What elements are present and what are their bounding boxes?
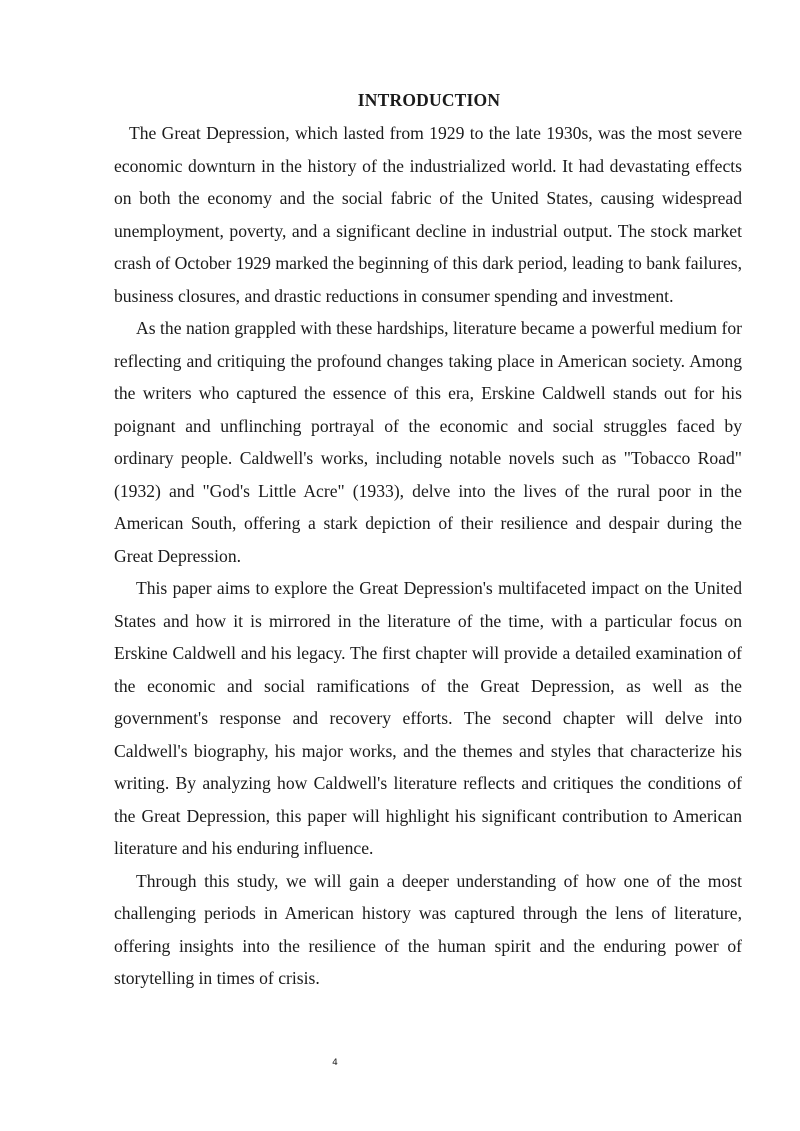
page-title: INTRODUCTION [357, 89, 501, 110]
paragraph-3: This paper aims to explore the Great Depression's multifaceted impact on the United States and how it is mirrored in the literature of the time, with a particular focus on Erskine Caldwell and his legacy. The first chapter will provide a detailed examination of the economic and social ramifications of the Great Depression, as well as the government's response and recovery efforts. The second chapter will delve into Caldwell's biography, his major works, and the themes and styles that characterize his writing. By analyzing how Caldwell's literature reflects and critiques the conditions of the Great Depression, this paper will highlight his significant contribution to American literature and his enduring influence. [114, 578, 742, 858]
paragraph-1: The Great Depression, which lasted from 1929 to the late 1930s, was the most severe economic downturn in the history of the industrialized world. It had devastating effects on both the economy and the social fabric of the United States, causing widespread unemployment, poverty, and a significant decline in industrial output. The stock market crash of October 1929 marked the beginning of this dark period, leading to bank failures, business closures, and drastic reductions in consumer spending and investment. [114, 123, 742, 306]
page-number: 4 [332, 1058, 338, 1068]
paragraph-2: As the nation grappled with these hardships, literature became a powerful medium for reflecting and critiquing the profound changes taking place in American society. Among the writers who captured the essence of this era, Erskine Caldwell stands out for his poignant and unflinching portrayal of the economic and social struggles faced by ordinary people. Caldwell's works, including notable novels such as "Tobacco Road" (1932) and "God's Little Acre" (1933), delve into the lives of the rural poor in the American South, offering a stark depiction of their resilience and despair during the Great Depression. [114, 318, 742, 566]
paragraph-4: Through this study, we will gain a deeper understanding of how one of the most challenging periods in American history was captured through the lens of literature, offering insights into the resilience of the human spirit and the enduring power of storytelling in times of crisis. [114, 870, 742, 988]
body-text [114, 117, 742, 995]
